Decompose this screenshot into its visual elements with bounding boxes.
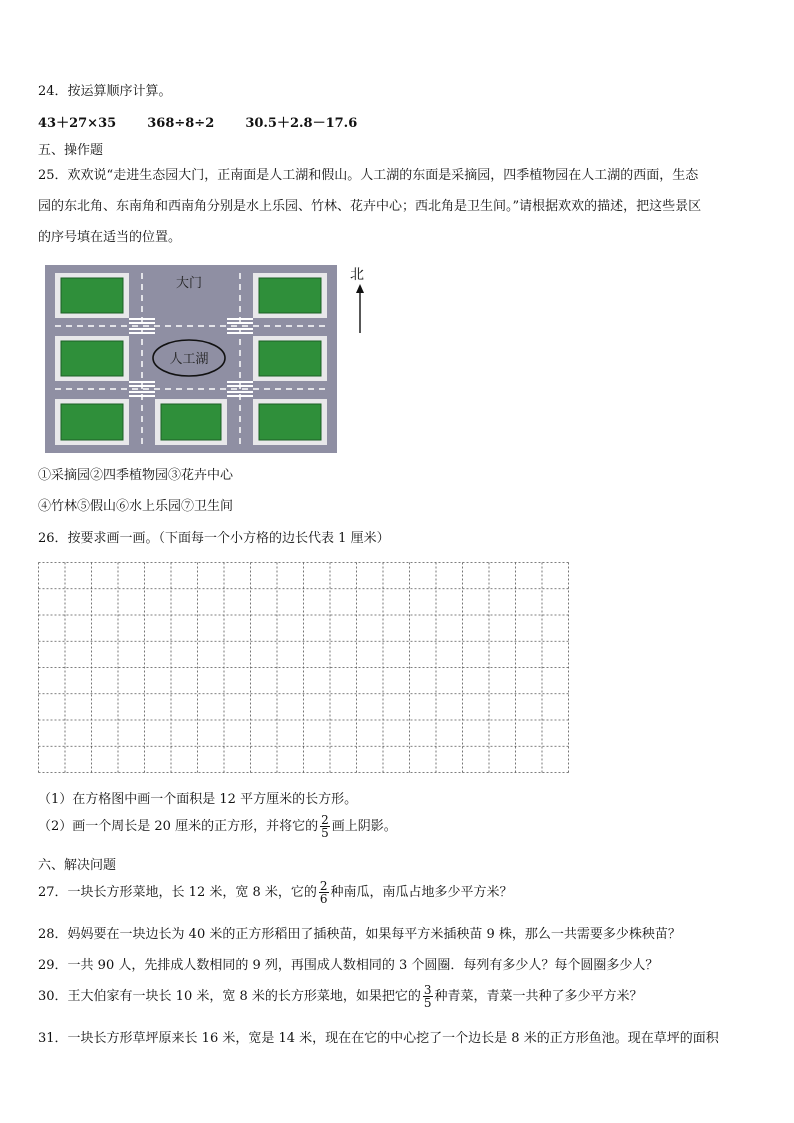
q27-fraction-numerator: 2 — [319, 879, 328, 893]
q30-pre: 30．王大伯家有一块长 10 米，宽 8 米的长方形菜地，如果把它的 — [38, 989, 421, 1004]
q25-line1: 25．欢欢说“走进生态园大门，正南面是人工湖和假山。人工湖的东面是采摘园，四季植物园在人工湖的西面，生态 — [38, 168, 699, 183]
q24-expr2: 368÷8÷2 — [147, 116, 215, 131]
q26-fraction-denominator: 5 — [321, 826, 329, 840]
q27 — [38, 880, 513, 905]
north-arrow-icon — [356, 284, 364, 293]
eco-park-map — [45, 265, 337, 453]
q26-fraction — [320, 814, 330, 839]
q24-expr3: 30.5＋2.8－17.6 — [245, 116, 358, 131]
q25-line2: 园的东北角、东南角和西南角分别是水上乐园、竹林、花卉中心；西北角是卫生间。”请根据欢欢的描述，把这些景区 — [38, 199, 702, 214]
q28: 28．妈妈要在一块边长为 40 米的正方形稻田了插秧苗，如果每平方米插秧苗 9 株，那么一共需要多少株秧苗？ — [38, 927, 681, 942]
q27-pre: 27．一块长方形菜地，长 12 米，宽 8 米，它的 — [38, 885, 317, 900]
q24-expr1: 43＋27×35 — [38, 116, 117, 131]
q30-fraction-numerator: 3 — [423, 983, 432, 997]
lawn-block — [259, 341, 321, 376]
q30-post: 种青菜，青菜一共种了多少平方米？ — [434, 989, 643, 1004]
q25-options-2: ④竹林⑤假山⑥水上乐园⑦卫生间 — [38, 499, 234, 514]
north-indicator — [348, 265, 374, 335]
lawn-block — [259, 404, 321, 440]
q30 — [38, 984, 643, 1009]
lawn-block — [259, 278, 321, 313]
lawn-block — [61, 278, 123, 313]
q27-fraction — [319, 880, 329, 905]
q26-sub2-post: 画上阴影。 — [331, 819, 397, 834]
q26-sub2-pre: （2）画一个周长是 20 厘米的正方形，并将它的 — [38, 819, 319, 834]
q27-fraction-denominator: 6 — [319, 892, 328, 906]
north-label: 北 — [350, 268, 364, 283]
q26-sub1: （1）在方格图中画一个面积是 12 平方厘米的长方形。 — [38, 792, 358, 807]
lawn-block — [61, 341, 123, 376]
q30-fraction — [423, 984, 433, 1009]
q25-line3: 的序号填在适当的位置。 — [38, 230, 182, 245]
section-5-heading: 五、操作题 — [38, 143, 104, 158]
lawn-block — [161, 404, 221, 440]
lake-label: 人工湖 — [169, 351, 209, 366]
section-6-heading: 六、解决问题 — [38, 858, 117, 873]
q29: 29．一共 90 人，先排成人数相同的 9 列，再围成人数相同的 3 个圆圈．每列有多少人？每个圆圈多少人？ — [38, 958, 659, 973]
gate-label: 大门 — [175, 275, 203, 290]
q31: 31．一块长方形草坪原来长 16 米，宽是 14 米，现在在它的中心挖了一个边长是 8 米的正方形鱼池。现在草坪的面积 — [38, 1031, 719, 1046]
lawn-block — [61, 404, 123, 440]
q24-title: 24．按运算顺序计算。 — [38, 84, 172, 99]
q26-fraction-numerator: 2 — [321, 813, 329, 827]
q24-expressions — [38, 116, 357, 132]
q30-fraction-denominator: 5 — [423, 996, 432, 1010]
q27-post: 种南瓜，南瓜占地多少平方米？ — [330, 885, 513, 900]
drawing-grid[interactable] — [38, 562, 569, 773]
q25-options-1: ①采摘园②四季植物园③花卉中心 — [38, 468, 234, 483]
q26-sub2 — [38, 814, 397, 839]
q26-title: 26．按要求画一画。（下面每一个小方格的边长代表 1 厘米） — [38, 531, 390, 546]
